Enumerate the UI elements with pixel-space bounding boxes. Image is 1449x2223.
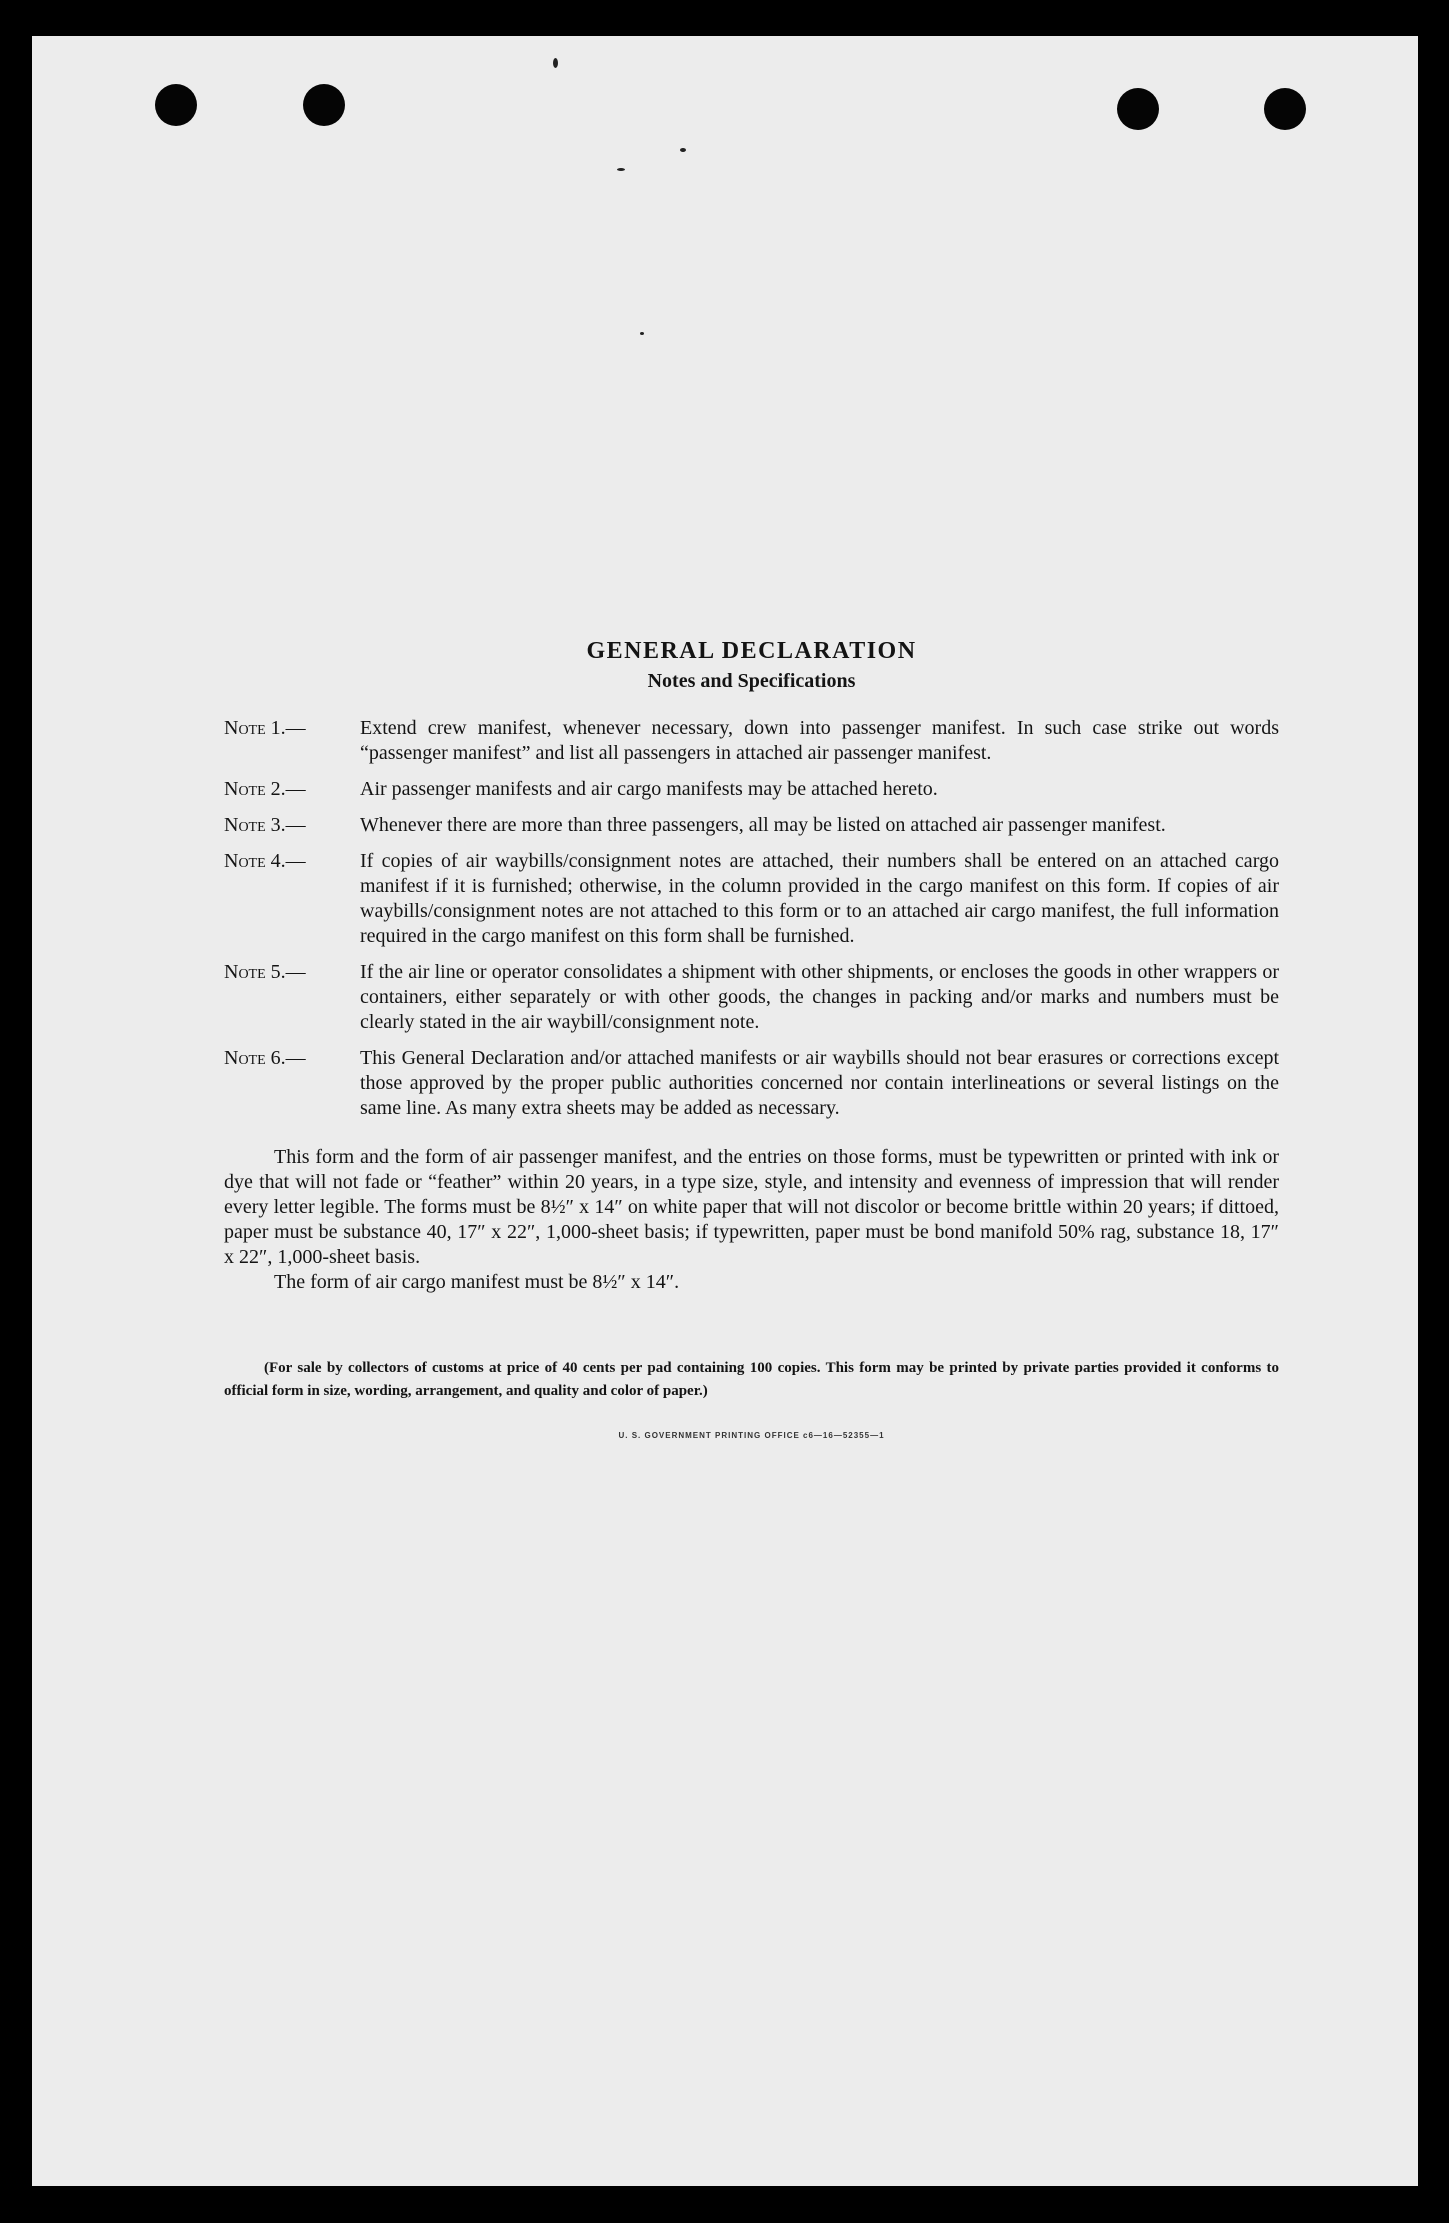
punch-hole-right-1 (1117, 88, 1159, 130)
note-6 (224, 1046, 1279, 1121)
note-label: Note 1.— (224, 717, 306, 739)
declaration-content (224, 636, 1279, 1440)
note-1 (224, 716, 1279, 766)
document-subtitle: Notes and Specifications (647, 670, 856, 692)
note-text: Extend crew manifest, whenever necessary, down into passenger manifest. In such case strike out words “passenger manifest” and list all passengers in attached air passenger manifest. (360, 717, 1279, 764)
cargo-manifest-size-paragraph: The form of air cargo manifest must be 8½″ x 14″. (274, 1271, 680, 1293)
punch-hole-right-2 (1264, 88, 1306, 130)
note-text: If copies of air waybills/consignment notes are attached, their numbers shall be entered on an attached cargo manifest if it is furnished; otherwise, in the column provided in the cargo manifest on this form. If copies of air waybills/consignment notes are not attached to this form or to an attached air cargo manifest, the full information required in the cargo manifest on this form shall be furnished. (360, 850, 1279, 947)
note-label: Note 5.— (224, 961, 306, 983)
note-text: If the air line or operator consolidates a shipment with other shipments, or encloses the goods in other wrappers or containers, either separately or with other goods, the changes in packing and/or marks and numbers must be clearly stated in the air waybill/consignment note. (360, 961, 1279, 1033)
note-3 (224, 813, 1279, 838)
speck (553, 58, 558, 68)
note-4 (224, 849, 1279, 949)
speck (617, 168, 625, 171)
punch-hole-left-2 (303, 84, 345, 126)
note-label: Note 2.— (224, 778, 306, 800)
speck (680, 148, 686, 152)
note-text: Whenever there are more than three passengers, all may be listed on attached air passenger manifest. (360, 814, 1166, 836)
note-2 (224, 777, 1279, 802)
note-5 (224, 960, 1279, 1035)
speck (640, 332, 644, 335)
note-label: Note 3.— (224, 814, 306, 836)
punch-hole-left-1 (155, 84, 197, 126)
form-specification-paragraph: This form and the form of air passenger manifest, and the entries on those forms, must be typewritten or printed with ink or dye that will not fade or “feather” within 20 years, in a type size, style, and intensity and evenness of impression that will render every letter legible. The forms must be 8½″ x 14″ on white paper that will not discolor or become brittle within 20 years; if dittoed, paper must be substance 40, 17″ x 22″, 1,000-sheet basis; if typewritten, paper must be bond manifold 50% rag, substance 18, 17″ x 22″, 1,000-sheet basis. (224, 1146, 1279, 1268)
note-label: Note 4.— (224, 850, 306, 872)
document-page (32, 36, 1418, 2186)
note-text: Air passenger manifests and air cargo manifests may be attached hereto. (360, 778, 938, 800)
printer-imprint: U. S. GOVERNMENT PRINTING OFFICE c6—16—52355—1 (618, 1431, 885, 1440)
note-label: Note 6.— (224, 1047, 306, 1069)
sale-notice: (For sale by collectors of customs at price of 40 cents per pad containing 100 copies. This form may be printed by private parties provided it conforms to official form in size, wording, arrangement, and quality and color of paper.) (224, 1360, 1279, 1399)
document-title: GENERAL DECLARATION (586, 638, 917, 664)
note-text: This General Declaration and/or attached manifests or air waybills should not bear erasures or corrections except those approved by the proper public authorities concerned nor contain interlineations or several listings on the same line. As many extra sheets may be added as necessary. (360, 1047, 1279, 1119)
